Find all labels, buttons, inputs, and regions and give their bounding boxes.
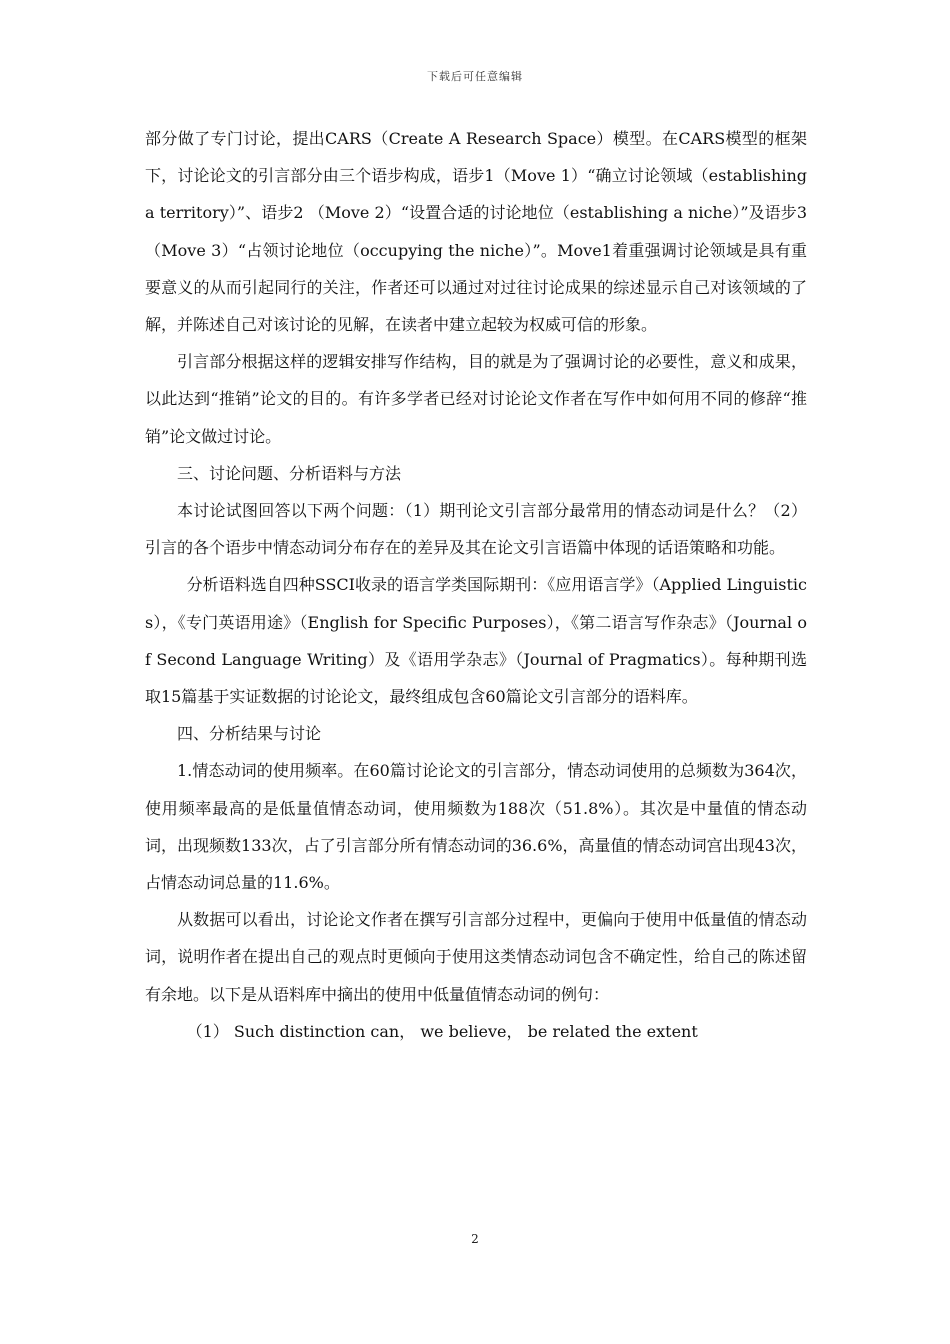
paragraph-corpus: 分析语料选自四种SSCI收录的语言学类国际期刊：《应用语言学》（Applied Linguistics），《专门英语用途》（English for Specific Purposes），《第二语言写作杂志》（Journal of Second Language Writing）及《语用学杂志》（Journal of Pragmatics）。每种期刊选取15篇基于实证数据的讨论论文，最终组成包含60篇论文引言部分的语料库。 (145, 575, 807, 707)
section-heading-results: 四、分析结果与讨论 (177, 724, 322, 744)
page-number: 2 (471, 1232, 479, 1246)
section-heading-research-questions: 三、讨论问题、分析语料与方法 (177, 463, 402, 483)
paragraph-cars-model: 部分做了专门讨论，提出CARS（Create A Research Space）模型。在CARS模型的框架下，讨论论文的引言部分由三个语步构成，语步1（Move 1）“确立讨论领域（establishing a territory）”、语步2 （Move 2）“设置合适的讨论地位（establishing a niche）”及语步3 （Move 3）“占领讨论地位（occupying the niche）”。Move1着重强调讨论领域是具有重要意义的从而引起同行的关注，作者还可以通过对过往讨论成果的综述显示自己对该领域的了解，并陈述自己对该讨论的见解，在读者中建立起较为权威可信的形象。 (145, 129, 807, 335)
example-sentence-1: （1） Such distinction can， we believe， be related the extent (186, 1021, 698, 1041)
paragraph-introduction-structure: 引言部分根据这样的逻辑安排写作结构，目的就是为了强调讨论的必要性，意义和成果，以此达到“推销”论文的目的。有许多学者已经对讨论论文作者在写作中如何用不同的修辞“推销”论文做过讨论。 (145, 352, 807, 446)
page-header: 下载后可任意编辑 (427, 70, 523, 83)
paragraph-data-analysis: 从数据可以看出，讨论论文作者在撰写引言部分过程中，更偏向于使用中低量值的情态动词，说明作者在提出自己的观点时更倾向于使用这类情态动词包含不确定性，给自己的陈述留有余地。以下是从语料库中摘出的使用中低量值情态动词的例句： (145, 910, 807, 1004)
paragraph-modal-frequency: 1.情态动词的使用频率。在60篇讨论论文的引言部分，情态动词使用的总频数为364次，使用频率最高的是低量值情态动词，使用频数为188次（51.8%）。其次是中量值的情态动词，出现频数133次，占了引言部分所有情态动词的36.6%，高量值的情态动词宫出现43次，占情态动词总量的11.6%。 (145, 761, 807, 893)
paragraph-research-questions: 本讨论试图回答以下两个问题：（1）期刊论文引言部分最常用的情态动词是什么？（2）引言的各个语步中情态动词分布存在的差异及其在论文引言语篇中体现的话语策略和功能。 (145, 501, 807, 558)
document-body (145, 120, 807, 1050)
